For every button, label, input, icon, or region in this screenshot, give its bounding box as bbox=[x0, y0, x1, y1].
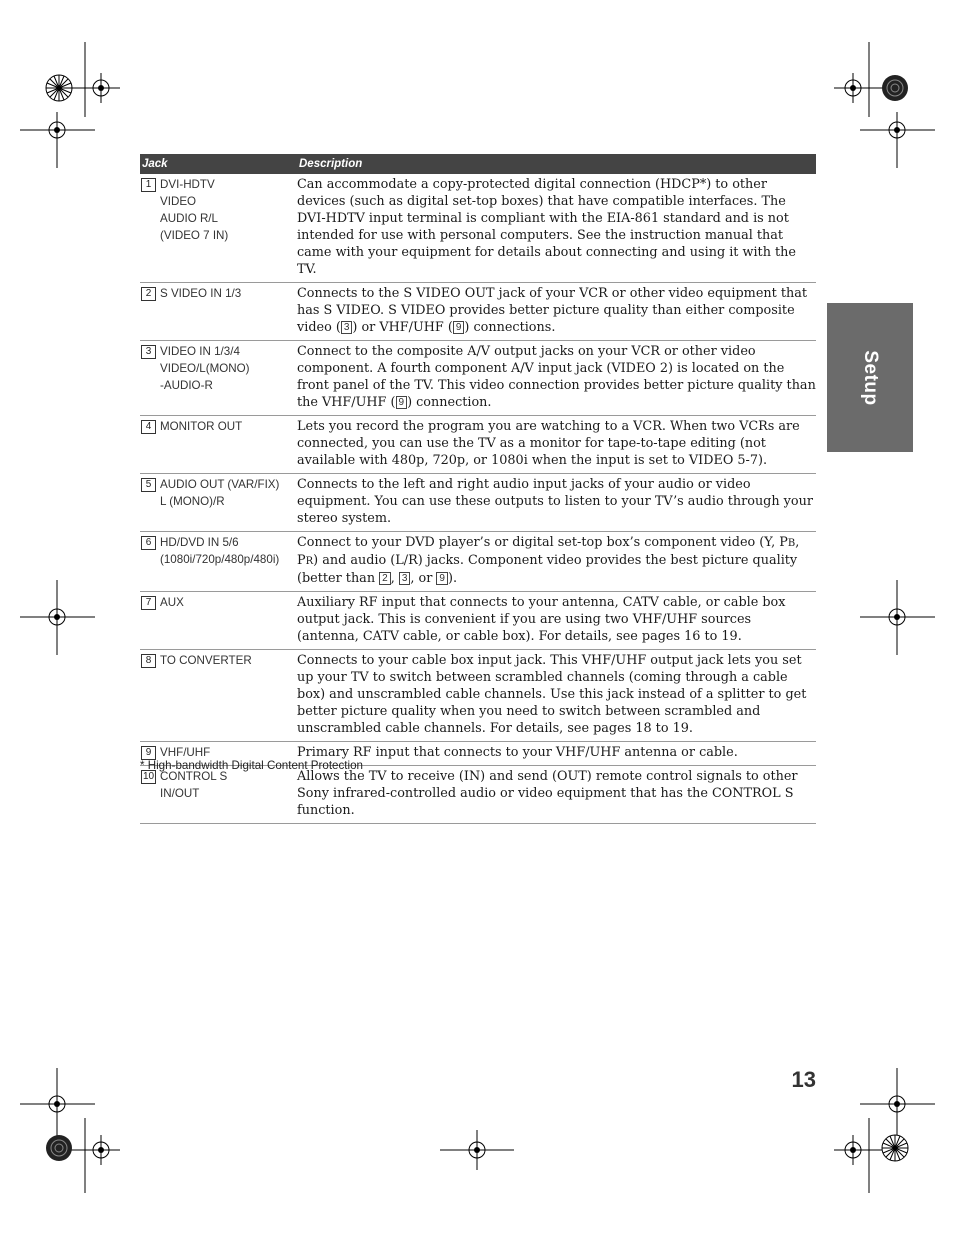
description-text: Lets you record the program you are watching to a VCR. When two VCRs are connected, you can use the TV as a monitor for tape-to-tape editing (not available with 480p, 720p, or 1080i when the input is set to VIDEO 5-7). bbox=[297, 419, 800, 468]
jack-label-line: S VIDEO IN 1/3 bbox=[160, 287, 242, 300]
jack-reference-badge: 2 bbox=[379, 572, 391, 585]
jack-reference-badge: 9 bbox=[436, 572, 448, 585]
description-text: ) connection. bbox=[407, 395, 492, 410]
jack-number-badge: 3 bbox=[141, 345, 156, 359]
description-text: Connects to the left and right audio input jacks of your audio or video equipment. You can use these outputs to listen to your TV’s audio through your stereo system. bbox=[297, 477, 813, 526]
jack-label-line: VHF/UHF bbox=[160, 746, 211, 759]
description-cell bbox=[297, 766, 816, 824]
jack-description-table bbox=[140, 154, 816, 824]
crop-marks-top bbox=[0, 0, 954, 180]
jack-number-badge: 7 bbox=[141, 596, 156, 610]
description-text: Connects to your cable box input jack. This VHF/UHF output jack lets you set up your TV to switch between scrambled channels (coming through a cable box) and unscrambled cable channels. Use this jack instead of a splitter to get better picture quality when you need to switch between scrambled and unscrambled cable channels. For details, see pages 18 to 19. bbox=[297, 653, 807, 736]
jack-cell bbox=[140, 416, 297, 474]
description-small-caps: R bbox=[305, 556, 314, 567]
description-text: Auxiliary RF input that connects to your antenna, CATV cable, or cable box output jack. This is convenient if you are using two VHF/UHF sources (antenna, CATV cable, or cable box). For details, see pages 16 to 19. bbox=[297, 595, 786, 644]
table-row bbox=[140, 532, 816, 592]
jack-label-line: L (MONO)/R bbox=[160, 495, 225, 508]
table-row bbox=[140, 341, 816, 416]
jack-number-badge: 2 bbox=[141, 287, 156, 301]
jack-cell bbox=[140, 532, 297, 592]
description-cell bbox=[297, 341, 816, 416]
jack-cell bbox=[140, 174, 297, 283]
description-cell bbox=[297, 416, 816, 474]
jack-cell bbox=[140, 650, 297, 742]
jack-number-badge: 1 bbox=[141, 178, 156, 192]
table-row bbox=[140, 766, 816, 824]
jack-label-line: CONTROL S bbox=[160, 770, 228, 783]
description-text: ) and audio (L/R) jacks. Component video provides the best picture quality (better than bbox=[297, 553, 798, 586]
jack-label-line: VIDEO IN 1/3/4 bbox=[160, 345, 240, 358]
jack-number-badge: 5 bbox=[141, 478, 156, 492]
jack-number-badge: 8 bbox=[141, 654, 156, 668]
jack-cell bbox=[140, 341, 297, 416]
jack-reference-badge: 3 bbox=[341, 321, 353, 334]
description-text: , or bbox=[410, 571, 437, 586]
description-text: ) connections. bbox=[464, 320, 556, 335]
description-text: ) or VHF/UHF ( bbox=[352, 320, 453, 335]
jack-cell bbox=[140, 283, 297, 341]
jack-number-badge: 10 bbox=[143, 771, 155, 782]
description-small-caps: B bbox=[787, 538, 796, 549]
jack-reference-badge: 9 bbox=[396, 396, 408, 409]
jack-label-line: MONITOR OUT bbox=[160, 420, 243, 433]
jack-label-line: AUX bbox=[160, 596, 184, 609]
description-text: Can accommodate a copy-protected digital connection (HDCP*) to other devices (such as digital set-top boxes) that have compatible interfaces. The DVI-HDTV input terminal is compliant with the EIA-861 standard and is not intended for use with personal computers. See the instruction manual that came with your equipment for details about connecting and using it with the TV. bbox=[297, 177, 796, 277]
column-header-description: Description bbox=[297, 154, 816, 174]
description-cell bbox=[297, 592, 816, 650]
description-cell bbox=[297, 650, 816, 742]
jack-label-line: VIDEO/L(MONO) bbox=[160, 362, 250, 375]
table-row bbox=[140, 174, 816, 283]
jack-label-line: VIDEO bbox=[160, 195, 197, 208]
jack-reference-badge: 9 bbox=[453, 321, 465, 334]
jack-label-line: -AUDIO-R bbox=[160, 379, 213, 392]
table-row bbox=[140, 474, 816, 532]
page-number: 13 bbox=[791, 1067, 816, 1092]
description-text: ). bbox=[447, 571, 458, 586]
description-text: Primary RF input that connects to your VHF/UHF antenna or cable. bbox=[297, 745, 738, 760]
description-text: , bbox=[390, 571, 399, 586]
column-header-jack: Jack bbox=[140, 154, 297, 174]
description-cell bbox=[297, 474, 816, 532]
jack-label-line: HD/DVD IN 5/6 bbox=[160, 536, 239, 549]
jack-cell bbox=[140, 592, 297, 650]
description-text: Connect to the composite A/V output jacks on your VCR or other video component. A fourth component A/V input jack (VIDEO 2) is located on the front panel of the TV. This video connection provides better picture quality than the VHF/UHF ( bbox=[297, 344, 816, 410]
jack-label-line: (VIDEO 7 IN) bbox=[160, 229, 229, 242]
table-body bbox=[140, 174, 816, 824]
jack-label-line: (1080i/720p/480p/480i) bbox=[160, 553, 280, 566]
jack-label-line: AUDIO OUT (VAR/FIX) bbox=[160, 478, 280, 491]
jack-cell bbox=[140, 474, 297, 532]
description-cell bbox=[297, 742, 816, 766]
description-text: Connects to the S VIDEO OUT jack of your VCR or other video equipment that has S VIDEO. S VIDEO provides better picture quality than either composite video ( bbox=[297, 286, 808, 335]
description-text: , P bbox=[297, 535, 800, 568]
description-text: Connect to your DVD player’s or digital set-top box’s component video (Y, P bbox=[297, 535, 788, 550]
footnote: * High-bandwidth Digital Content Protection bbox=[140, 759, 363, 772]
jack-label-line: DVI-HDTV bbox=[160, 178, 215, 191]
jack-cell bbox=[140, 766, 297, 824]
jack-reference-badge: 3 bbox=[399, 572, 411, 585]
jack-number-badge: 9 bbox=[141, 746, 156, 760]
table-row bbox=[140, 650, 816, 742]
description-cell bbox=[297, 283, 816, 341]
jack-label-line: AUDIO R/L bbox=[160, 212, 218, 225]
description-text: Allows the TV to receive (IN) and send (OUT) remote control signals to other Sony infrared-controlled audio or video equipment that has the CONTROL S function. bbox=[297, 769, 798, 818]
jack-number-badge: 6 bbox=[141, 536, 156, 550]
jack-number-badge: 4 bbox=[141, 420, 156, 434]
table-row bbox=[140, 592, 816, 650]
jack-label-line: TO CONVERTER bbox=[160, 654, 252, 667]
section-tab-label: Setup bbox=[860, 350, 881, 406]
registration-mark-icon bbox=[0, 0, 954, 180]
description-cell bbox=[297, 174, 816, 283]
table-row bbox=[140, 283, 816, 341]
table-row bbox=[140, 416, 816, 474]
section-tab bbox=[827, 303, 913, 452]
table-header-row bbox=[140, 154, 816, 174]
description-cell bbox=[297, 532, 816, 592]
jack-label-line: IN/OUT bbox=[160, 787, 200, 800]
